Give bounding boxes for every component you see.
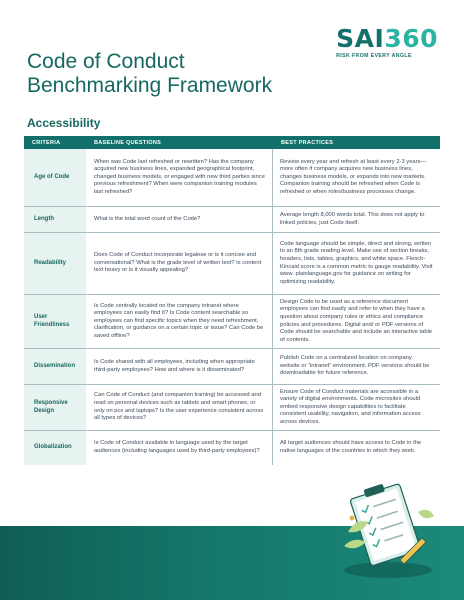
row-question: Is Code shared with all employees, including when appropriate third-party employees? How and where is it disseminated? [86,349,273,384]
table-row [24,149,440,207]
header-best-practices: BEST PRACTICES [281,139,334,146]
row-practice: Review every year and refresh at least every 2-3 years—more often if company acquires new business lines, changes business models, or expands into new markets. Companion training should be refreshed when Code is refreshed or when roles/business processes change. [280,158,427,195]
brand-tagline: RISK FROM EVERY ANGLE [336,53,412,59]
row-question: Does Code of Conduct incorporate legalese or is it concise and conversational? What is the grade level of written text? Is content text heavy or is it visually appealing? [86,233,273,294]
row-criteria: Length [24,207,86,232]
table-row [24,233,440,295]
row-criteria: Age of Code [24,149,86,206]
row-practice: Design Code to be used as a reference document employees can find easily and refer to when they have a question about company rules or ethics and compliance policies and procedures. Digital and/ or PDF versions of Code should be searchable and include an interactive table of contents. [280,298,433,343]
clipboard-checklist-icon [330,472,440,582]
table-row [24,431,440,465]
row-criteria: Responsive Design [24,385,86,430]
row-practice: Publish Code on a centralized location on company website or “intranet” environment. PDF versions should be downloadable for future reference. [280,355,430,377]
header-baseline-questions: BASELINE QUESTIONS [94,139,162,146]
section-title: Accessibility [27,116,101,130]
brand-name-number: 360 [384,24,438,53]
row-practice: Code language should be simple, direct and strong, written to an 8th grade reading level. Make use of section breaks, headers, lists, tables, graphics, and white space. Flesch-Kincaid score is a common metric to gauge readability. Visit www. plainlanguage.gov for guidance on writing for optimizing readability. [280,240,433,285]
benchmark-table [24,136,440,465]
row-criteria: Globalization [24,431,86,465]
header-criteria: CRITERIA [32,139,61,146]
row-criteria: Dissemination [24,349,86,384]
row-practice: Average length 8,000 words total. This does not apply to linked policies, just Code itself. [280,211,425,226]
row-question: Is Code of Conduct available in language used by the target audiences (including languages used by third-party employees)? [86,431,273,465]
row-question: What is the total word count of the Code? [86,207,273,232]
row-criteria: Readability [24,233,86,294]
page-title: Code of Conduct Benchmarking Framework [27,50,273,97]
row-question: Is Code centrally located on the company intranet where employees can easily find it? Is Code content searchable so employees can find specific topics when they need refreshment, clarification, or guidance on a certain topic or issue? Can Code be saved offline? [86,295,273,348]
table-row [24,349,440,385]
table-row [24,385,440,431]
row-practice: Ensure Code of Conduct materials are accessible in a variety of digital environments. Code microsites should embed responsive design capabilities to facilitate consistent usability, navigation, and information access across devices. [280,388,421,425]
row-question: Can Code of Conduct (and companion training) be accessed and read on personal devices such as tablets and smart phones, or only on pcs and laptops? Is the user experience consistent across all types of devices? [86,385,273,430]
table-header [24,136,440,149]
table-row [24,295,440,349]
row-criteria: User Friendliness [24,295,86,348]
table-row [24,207,440,233]
row-question: When was Code last refreshed or rewritten? Has the company acquired new business lines, expanded geographical footprint, changed business models, or engaged with new third parties since previous refreshment? When were companion training modules last refreshed? [86,149,273,206]
brand-logo [336,26,438,59]
brand-name [336,26,438,52]
brand-name-letters: SAI [336,24,385,53]
row-practice: All target audiences should have access to Code in the native languages of the countries in which they work. [280,440,422,454]
